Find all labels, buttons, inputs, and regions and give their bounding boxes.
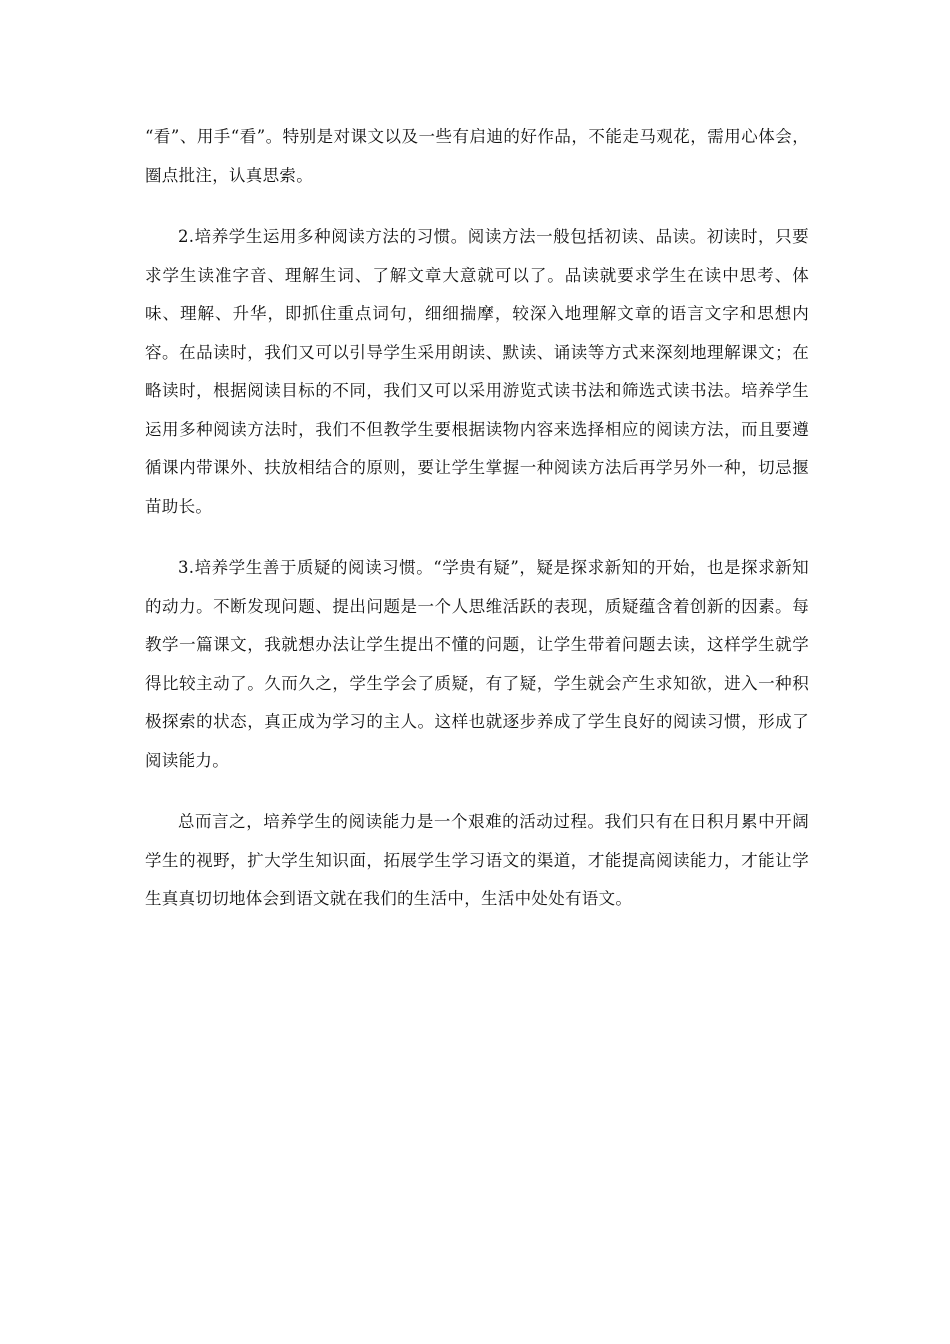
paragraph-reading-methods: 2.培养学生运用多种阅读方法的习惯。阅读方法一般包括初读、品读。初读时，只要求学生读准字音、理解生词、了解文章大意就可以了。品读就要求学生在读中思考、体味、理解、升华，即抓住重点词句，细细揣摩，较深入地理解文章的语言文字和思想内容。在品读时，我们又可以引导学生采用朗读、默读、诵读等方式来深刻地理解课文；在略读时，根据阅读目标的不同，我们又可以采用游览式读书法和筛选式读书法。培养学生运用多种阅读方法时，我们不但教学生要根据读物内容来选择相应的阅读方法，而且要遵循课内带课外、扶放相结合的原则，要让学生掌握一种阅读方法后再学另外一种，切忌揠苗助长。 [145, 227, 809, 516]
paragraph-continuation: “看”、用手“看”。特别是对课文以及一些有启迪的好作品，不能走马观花，需用心体会，圈点批注，认真思索。 [145, 127, 809, 185]
document-page [145, 118, 809, 942]
paragraph-questioning-habit: 3.培养学生善于质疑的阅读习惯。“学贵有疑”，疑是探求新知的开始，也是探求新知的动力。不断发现问题、提出问题是一个人思维活跃的表现，质疑蕴含着创新的因素。每教学一篇课文，我就想办法让学生提出不懂的问题，让学生带着问题去读，这样学生就学得比较主动了。久而久之，学生学会了质疑，有了疑，学生就会产生求知欲，进入一种积极探索的状态，真正成为学习的主人。这样也就逐步养成了学生良好的阅读习惯，形成了阅读能力。 [145, 558, 809, 770]
paragraph-conclusion: 总而言之，培养学生的阅读能力是一个艰难的活动过程。我们只有在日积月累中开阔学生的视野，扩大学生知识面，拓展学生学习语文的渠道，才能提高阅读能力，才能让学生真真切切地体会到语文就在我们的生活中，生活中处处有语文。 [145, 812, 809, 908]
